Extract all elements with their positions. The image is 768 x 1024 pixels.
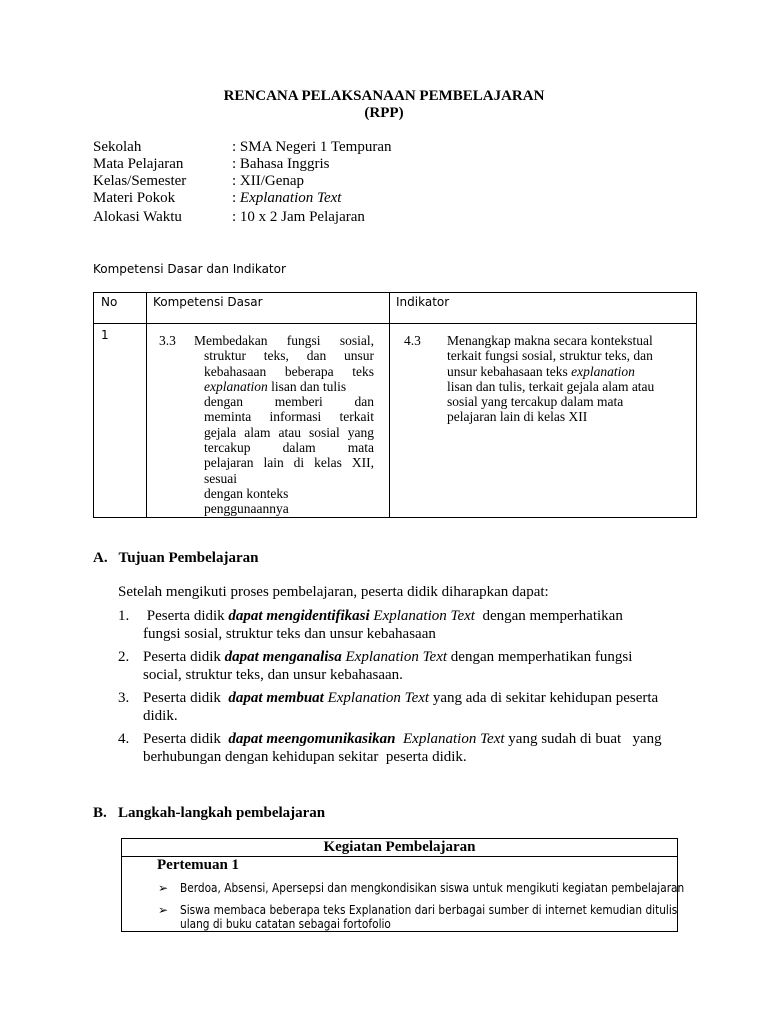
objective-number: 2.: [118, 649, 130, 665]
info-school: [93, 139, 392, 156]
info-time: [93, 209, 365, 226]
info-grade: [93, 173, 304, 190]
kd-line: dengan memberi dan: [204, 394, 374, 410]
objective-pre: Peserta didik: [143, 649, 225, 665]
kd-line: kebahasaan beberapa teks: [204, 363, 374, 379]
objective-topic: Explanation Text: [327, 690, 430, 706]
objective-post: yang ada di sekitar kehidupan peserta: [429, 690, 659, 706]
kd-row-no: 1: [101, 328, 109, 342]
info-subject: [93, 156, 329, 173]
objective-line2: berhubungan dengan kehidupan sekitar peserta didik.: [143, 749, 467, 765]
kd-table: [93, 292, 697, 518]
objective-item: [118, 607, 688, 643]
info-subject-value: : Bahasa Inggris: [232, 156, 330, 172]
kd-line: sesuai: [204, 470, 237, 486]
objective-item: [118, 730, 688, 766]
objective-spacer: [396, 731, 404, 747]
objective-pre: Peserta didik: [143, 690, 229, 706]
kd-line: [204, 379, 374, 394]
objective-pre: Peserta didik: [143, 608, 229, 624]
objective-text: [143, 689, 688, 707]
kd-line: tercakup dalam mata: [204, 440, 374, 456]
activity-text: Siswa membaca beberapa teks Explanation dari berbagai sumber di internet kemudian ditulis: [180, 903, 678, 917]
indicator-number: 4.3: [404, 333, 421, 348]
activity-item: [158, 881, 753, 895]
kd-line: dengan konteks: [204, 485, 289, 501]
objective-item: [118, 689, 688, 725]
kd-heading: Kompetensi Dasar dan Indikator: [93, 262, 286, 276]
objective-line2: fungsi sosial, struktur teks dan unsur kebahasaan: [143, 626, 436, 642]
kd-description: [194, 333, 374, 517]
objective-number: 4.: [118, 731, 130, 747]
document-title: RENCANA PELAKSANAAN PEMBELAJARAN: [223, 88, 545, 104]
indicator-line: sosial yang tercakup dalam mata: [447, 394, 624, 410]
objective-verb: dapat menganalisa: [224, 649, 342, 665]
kd-table-divider: [389, 293, 390, 517]
indicator-line: terkait fungsi sosial, struktur teks, dan: [447, 348, 653, 364]
kd-explanation-term: explanation: [204, 378, 268, 394]
objective-topic: Explanation Text: [403, 731, 505, 747]
objective-text: [143, 648, 688, 666]
indicator-description: [447, 333, 687, 425]
kd-number: 3.3: [159, 333, 176, 348]
objective-topic: Explanation Text: [373, 608, 475, 624]
meeting-title: Pertemuan 1: [157, 857, 240, 873]
section-b-heading: B. Langkah-langkah pembelajaran: [93, 805, 326, 821]
objective-verb: dapat membuat: [228, 690, 324, 706]
info-time-value: : 10 x 2 Jam Pelajaran: [232, 209, 365, 225]
kd-line: penggunaannya: [204, 501, 289, 517]
info-topic-value: Explanation Text: [239, 190, 342, 206]
objective-text: [143, 607, 688, 625]
kd-table-divider: [146, 293, 147, 517]
indicator-line: pelajaran lain di kelas XII: [447, 409, 588, 425]
objective-number: 1.: [118, 608, 130, 624]
info-grade-label: Kelas/Semester: [93, 173, 187, 189]
kd-line: gejala alam atau sosial yang: [204, 424, 374, 440]
info-school-label: Sekolah: [93, 139, 142, 155]
objective-pre: Peserta didik: [143, 731, 229, 747]
kd-col-indicator: Indikator: [396, 295, 450, 309]
info-subject-label: Mata Pelajaran: [93, 156, 184, 172]
section-a-heading: A. Tujuan Pembelajaran: [93, 550, 259, 566]
info-topic-colon: :: [232, 190, 240, 206]
objective-verb: dapat meengomunikasikan: [228, 731, 396, 747]
objective-topic: Explanation Text: [345, 649, 448, 665]
arrow-bullet-icon: ➢: [158, 881, 169, 895]
objectives-intro: Setelah mengikuti proses pembelajaran, peserta didik diharapkan dapat:: [118, 584, 549, 600]
kd-col-no: No: [101, 295, 118, 309]
kd-line: pelajaran lain di kelas XII,: [204, 455, 374, 471]
objective-post: dengan memperhatikan fungsi: [447, 649, 633, 665]
kd-line: struktur teks, dan unsur: [204, 348, 374, 364]
objective-text: [143, 730, 688, 748]
objective-post: yang sudah di buat yang: [504, 731, 662, 747]
activities-table: [121, 838, 685, 932]
objective-line2: social, struktur teks, dan unsur kebahasaan.: [143, 667, 403, 683]
kd-line: meminta informasi terkait: [204, 409, 374, 425]
indicator-line: [447, 364, 687, 379]
activities-table-header: Kegiatan Pembelajaran: [323, 839, 476, 855]
indicator-explanation-term: explanation: [571, 363, 635, 379]
info-time-label: Alokasi Waktu: [93, 209, 182, 225]
kd-table-divider: [94, 323, 696, 324]
objective-line2: didik.: [143, 708, 178, 724]
objective-number: 3.: [118, 690, 130, 706]
info-topic-label: Materi Pokok: [93, 190, 176, 206]
objective-post: dengan memperhatikan: [474, 608, 623, 624]
activity-item: [158, 903, 745, 931]
info-grade-value: : XII/Genap: [232, 173, 305, 189]
objective-verb: dapat mengidentifikasi: [228, 608, 370, 624]
indicator-line-text: unsur kebahasaan teks: [447, 363, 572, 379]
kd-col-kd: Kompetensi Dasar: [153, 295, 263, 309]
kd-line: Membedakan fungsi sosial,: [194, 333, 374, 348]
info-topic: [93, 190, 341, 207]
indicator-line: lisan dan tulis, terkait gejala alam atau: [447, 378, 655, 394]
indicator-line: Menangkap makna secara kontekstual: [447, 333, 653, 348]
info-school-value: : SMA Negeri 1 Tempuran: [232, 139, 392, 155]
activity-text: Berdoa, Absensi, Apersepsi dan mengkondisikan siswa untuk mengikuti kegiatan pembelajaran: [180, 881, 685, 895]
arrow-bullet-icon: ➢: [158, 903, 169, 917]
activity-text-line2: ulang di buku catatan sebagai fortofolio: [180, 917, 391, 931]
document-subtitle: (RPP): [364, 105, 404, 121]
kd-line-rest: lisan dan tulis: [267, 378, 347, 394]
objective-item: [118, 648, 688, 684]
